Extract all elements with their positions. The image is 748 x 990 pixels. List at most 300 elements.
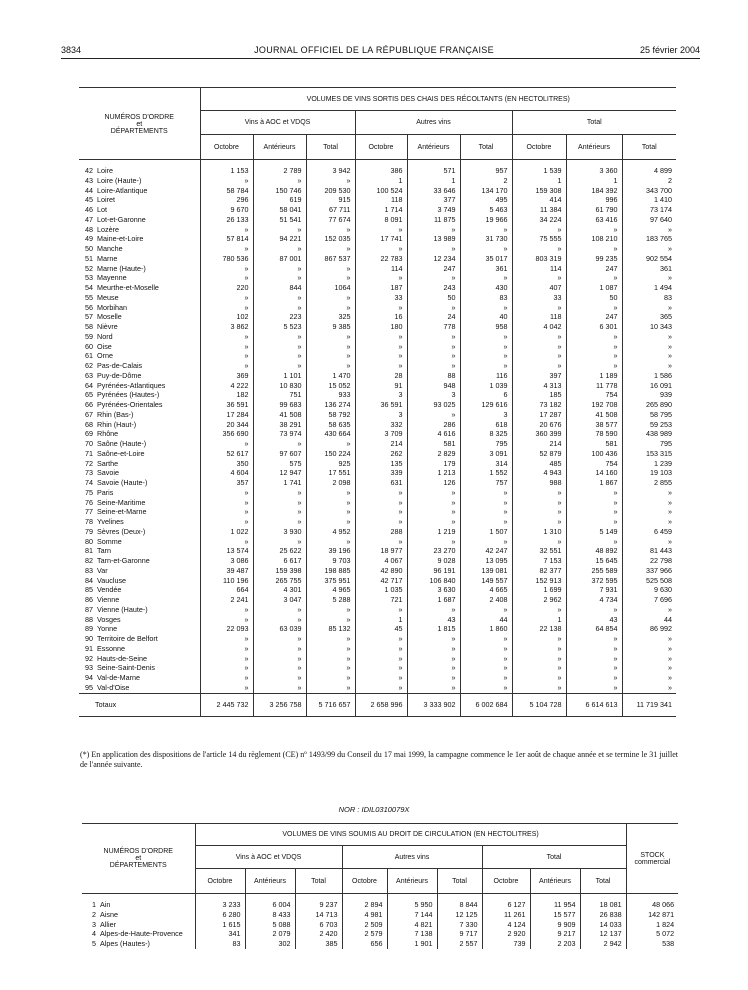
value-cell: » bbox=[566, 634, 622, 644]
value-cell: 220 bbox=[200, 283, 253, 293]
table-row bbox=[79, 546, 676, 556]
department-name: Alpes (Hautes-) bbox=[100, 939, 150, 948]
total-cell: 5 104 728 bbox=[512, 693, 566, 716]
value-cell: » bbox=[200, 605, 253, 615]
table-row bbox=[79, 303, 676, 313]
table-row bbox=[79, 283, 676, 293]
value-cell: » bbox=[512, 332, 566, 342]
department-code: 3 bbox=[92, 919, 96, 929]
value-cell: 83 bbox=[460, 293, 512, 303]
department-name: Lot bbox=[97, 205, 107, 214]
value-cell: 17 287 bbox=[512, 410, 566, 420]
value-cell: 11 778 bbox=[566, 381, 622, 391]
value-cell: 64 854 bbox=[566, 624, 622, 634]
value-cell: 2 079 bbox=[245, 929, 295, 939]
value-cell: 43 bbox=[566, 615, 622, 625]
value-cell: 25 622 bbox=[253, 546, 306, 556]
table-row bbox=[79, 371, 676, 381]
department-cell bbox=[79, 605, 200, 615]
value-cell: » bbox=[460, 507, 512, 517]
value-cell: 1 219 bbox=[407, 527, 460, 537]
value-cell: » bbox=[407, 351, 460, 361]
value-cell: 288 bbox=[355, 527, 407, 537]
table-row bbox=[79, 644, 676, 654]
value-cell: » bbox=[253, 351, 306, 361]
value-cell: » bbox=[460, 654, 512, 664]
value-cell: 36 591 bbox=[200, 400, 253, 410]
value-cell: 8 091 bbox=[355, 215, 407, 225]
value-cell: 4 604 bbox=[200, 468, 253, 478]
value-cell: 6 301 bbox=[566, 322, 622, 332]
value-cell: 33 bbox=[512, 293, 566, 303]
value-cell: 114 bbox=[355, 264, 407, 274]
department-code: 78 bbox=[85, 517, 93, 526]
department-name: Vienne bbox=[97, 595, 120, 604]
value-cell: 2 241 bbox=[200, 595, 253, 605]
value-cell: » bbox=[622, 498, 676, 508]
value-cell: 356 690 bbox=[200, 429, 253, 439]
department-cell bbox=[82, 894, 195, 910]
department-code: 95 bbox=[85, 682, 93, 692]
department-name: Alpes-de-Haute-Provence bbox=[100, 929, 183, 939]
value-cell: 42 247 bbox=[460, 546, 512, 556]
department-code: 90 bbox=[85, 634, 93, 643]
value-cell: 7 153 bbox=[512, 556, 566, 566]
value-cell: » bbox=[622, 605, 676, 615]
value-cell: 118 bbox=[512, 312, 566, 322]
value-cell: » bbox=[566, 644, 622, 654]
col-header: Octobre bbox=[512, 135, 566, 160]
col-header: Total bbox=[580, 869, 626, 894]
value-cell: 1 687 bbox=[407, 595, 460, 605]
value-cell: 36 591 bbox=[355, 400, 407, 410]
value-cell: » bbox=[566, 517, 622, 527]
department-cell bbox=[82, 910, 195, 920]
value-cell: » bbox=[355, 244, 407, 254]
value-cell: » bbox=[512, 303, 566, 313]
value-cell: 86 992 bbox=[622, 624, 676, 634]
value-cell: 14 160 bbox=[566, 468, 622, 478]
value-cell: 33 bbox=[355, 293, 407, 303]
value-cell: 1 699 bbox=[512, 585, 566, 595]
value-cell: 22 093 bbox=[200, 624, 253, 634]
department-name: Marne bbox=[97, 253, 118, 263]
value-cell: » bbox=[355, 683, 407, 693]
department-cell bbox=[79, 585, 200, 595]
value-cell: 7 931 bbox=[566, 585, 622, 595]
value-cell: » bbox=[566, 225, 622, 235]
value-cell: » bbox=[306, 673, 355, 683]
value-cell: 5 950 bbox=[387, 894, 437, 910]
department-cell bbox=[79, 322, 200, 332]
department-name: Rhin (Haut-) bbox=[97, 419, 137, 429]
value-cell: 844 bbox=[253, 283, 306, 293]
department-code: 2 bbox=[92, 909, 96, 919]
department-name: Sarthe bbox=[97, 458, 119, 468]
value-cell: 48 892 bbox=[566, 546, 622, 556]
value-cell: 23 270 bbox=[407, 546, 460, 556]
value-cell: 58 795 bbox=[622, 410, 676, 420]
department-code: 79 bbox=[85, 526, 93, 536]
value-cell: 14 033 bbox=[580, 920, 626, 930]
value-cell: 77 674 bbox=[306, 215, 355, 225]
value-cell: » bbox=[253, 498, 306, 508]
col-header: Total bbox=[622, 135, 676, 160]
value-cell: 20 676 bbox=[512, 420, 566, 430]
table-row bbox=[79, 381, 676, 391]
value-cell: 1 039 bbox=[460, 381, 512, 391]
col-header: Octobre bbox=[342, 869, 387, 894]
value-cell: » bbox=[200, 644, 253, 654]
department-name: Mayenne bbox=[97, 273, 127, 283]
department-code: 51 bbox=[85, 253, 93, 263]
value-cell: 1 507 bbox=[460, 527, 512, 537]
value-cell: » bbox=[512, 507, 566, 517]
value-cell: 1 310 bbox=[512, 527, 566, 537]
value-cell: 9 909 bbox=[530, 920, 580, 930]
value-cell: 1 586 bbox=[622, 371, 676, 381]
group-other-header: Autres vins bbox=[342, 846, 482, 869]
department-code: 89 bbox=[85, 624, 93, 634]
value-cell: 6 004 bbox=[245, 894, 295, 910]
value-cell: » bbox=[460, 488, 512, 498]
value-cell: 150 746 bbox=[253, 186, 306, 196]
department-cell bbox=[79, 225, 200, 235]
department-cell bbox=[79, 488, 200, 498]
department-cell bbox=[79, 663, 200, 673]
value-cell: 11 384 bbox=[512, 205, 566, 215]
value-cell: 325 bbox=[306, 312, 355, 322]
value-cell: 365 bbox=[622, 312, 676, 322]
group-other-header: Autres vins bbox=[355, 111, 512, 135]
value-cell: 32 551 bbox=[512, 546, 566, 556]
col-header: Antérieurs bbox=[566, 135, 622, 160]
department-name: Seine-Saint-Denis bbox=[97, 663, 155, 673]
value-cell: » bbox=[253, 342, 306, 352]
value-cell: » bbox=[253, 293, 306, 303]
value-cell: 3 bbox=[355, 410, 407, 420]
value-cell: » bbox=[253, 605, 306, 615]
col-header: Total bbox=[437, 869, 482, 894]
value-cell: » bbox=[622, 517, 676, 527]
department-cell bbox=[79, 186, 200, 196]
col-header: Antérieurs bbox=[530, 869, 580, 894]
value-cell: 3 233 bbox=[195, 894, 245, 910]
value-cell: 4 124 bbox=[482, 920, 530, 930]
value-cell: 2 579 bbox=[342, 929, 387, 939]
department-cell bbox=[79, 654, 200, 664]
department-name: Puy-de-Dôme bbox=[97, 370, 142, 380]
value-cell: » bbox=[407, 654, 460, 664]
value-cell: » bbox=[460, 351, 512, 361]
value-cell: » bbox=[306, 273, 355, 283]
department-name: Orne bbox=[97, 351, 113, 361]
value-cell: 4 943 bbox=[512, 468, 566, 478]
value-cell: 619 bbox=[253, 195, 306, 205]
value-cell: 2 098 bbox=[306, 478, 355, 488]
department-name: Vendée bbox=[97, 585, 122, 595]
value-cell: 243 bbox=[407, 283, 460, 293]
value-cell: 1 087 bbox=[566, 283, 622, 293]
value-cell: » bbox=[407, 410, 460, 420]
department-name: Rhône bbox=[97, 429, 119, 439]
table-row bbox=[79, 615, 676, 625]
value-cell: » bbox=[460, 244, 512, 254]
value-cell: 45 bbox=[355, 624, 407, 634]
value-cell: » bbox=[566, 507, 622, 517]
value-cell: 75 555 bbox=[512, 234, 566, 244]
value-cell: » bbox=[253, 663, 306, 673]
value-cell: 85 132 bbox=[306, 624, 355, 634]
value-cell: 2 509 bbox=[342, 920, 387, 930]
value-cell: 9 670 bbox=[200, 205, 253, 215]
value-cell: 915 bbox=[306, 195, 355, 205]
department-cell bbox=[79, 254, 200, 264]
value-cell: » bbox=[407, 244, 460, 254]
value-cell: » bbox=[200, 225, 253, 235]
department-cell bbox=[79, 400, 200, 410]
value-cell: 19 103 bbox=[622, 468, 676, 478]
value-cell: 1 824 bbox=[626, 920, 678, 930]
value-cell: 350 bbox=[200, 459, 253, 469]
department-code: 60 bbox=[85, 341, 93, 351]
value-cell: » bbox=[566, 273, 622, 283]
department-code: 84 bbox=[85, 575, 93, 585]
value-cell: 13 574 bbox=[200, 546, 253, 556]
value-cell: 3 930 bbox=[253, 527, 306, 537]
value-cell: » bbox=[253, 537, 306, 547]
value-cell: » bbox=[200, 634, 253, 644]
table-row bbox=[79, 361, 676, 371]
value-cell: » bbox=[460, 273, 512, 283]
department-name: Saône (Haute-) bbox=[97, 439, 147, 448]
value-cell: » bbox=[622, 634, 676, 644]
value-cell: » bbox=[253, 176, 306, 186]
col-header: Octobre bbox=[482, 869, 530, 894]
value-cell: 957 bbox=[460, 160, 512, 176]
department-cell bbox=[79, 537, 200, 547]
table-row bbox=[79, 293, 676, 303]
value-cell: » bbox=[566, 342, 622, 352]
department-code: 80 bbox=[85, 536, 93, 546]
value-cell: » bbox=[566, 605, 622, 615]
value-cell: 495 bbox=[460, 195, 512, 205]
total-cell: 2 445 732 bbox=[200, 693, 253, 716]
value-cell: » bbox=[460, 498, 512, 508]
department-cell bbox=[79, 234, 200, 244]
table-row bbox=[79, 195, 676, 205]
table-row bbox=[82, 894, 678, 910]
value-cell: 182 bbox=[200, 390, 253, 400]
value-cell: 108 210 bbox=[566, 234, 622, 244]
value-cell: 407 bbox=[512, 283, 566, 293]
value-cell: 369 bbox=[200, 371, 253, 381]
value-cell: » bbox=[200, 439, 253, 449]
value-cell: » bbox=[460, 683, 512, 693]
value-cell: 360 399 bbox=[512, 429, 566, 439]
value-cell: » bbox=[512, 663, 566, 673]
value-cell: 867 537 bbox=[306, 254, 355, 264]
nor-reference: NOR : IDIL0310079X bbox=[338, 805, 410, 814]
table-row bbox=[79, 410, 676, 420]
value-cell: 2 420 bbox=[295, 929, 342, 939]
table-row bbox=[79, 400, 676, 410]
value-cell: 247 bbox=[566, 312, 622, 322]
value-cell: » bbox=[622, 488, 676, 498]
value-cell: 8 433 bbox=[245, 910, 295, 920]
department-name: Hauts-de-Seine bbox=[97, 653, 147, 663]
value-cell: 296 bbox=[200, 195, 253, 205]
department-cell bbox=[79, 439, 200, 449]
value-cell: 343 700 bbox=[622, 186, 676, 196]
value-cell: 6 459 bbox=[622, 527, 676, 537]
value-cell: 6 703 bbox=[295, 920, 342, 930]
department-code: 86 bbox=[85, 595, 93, 604]
value-cell: 24 bbox=[407, 312, 460, 322]
value-cell: 5 072 bbox=[626, 929, 678, 939]
value-cell: 2 408 bbox=[460, 595, 512, 605]
value-cell: 7 696 bbox=[622, 595, 676, 605]
footnote: (*) En application des dispositions de l'article 14 du règlement (CE) nº 1493/99 du Conseil du 17 mai 1999, la campagne commence le 1er août de chaque année et se termine le 31 juillet de l'année suivante. bbox=[80, 750, 678, 769]
table-row bbox=[82, 910, 678, 920]
value-cell: 67 711 bbox=[306, 205, 355, 215]
value-cell: 5 149 bbox=[566, 527, 622, 537]
department-code: 49 bbox=[85, 234, 93, 244]
department-code: 56 bbox=[85, 302, 93, 312]
table-row bbox=[79, 322, 676, 332]
value-cell: » bbox=[306, 439, 355, 449]
value-cell: 35 017 bbox=[460, 254, 512, 264]
value-cell: » bbox=[253, 332, 306, 342]
department-cell bbox=[79, 595, 200, 605]
value-cell: 9 385 bbox=[306, 322, 355, 332]
value-cell: » bbox=[566, 537, 622, 547]
value-cell: » bbox=[355, 634, 407, 644]
value-cell: 33 646 bbox=[407, 186, 460, 196]
value-cell: » bbox=[512, 244, 566, 254]
department-code: 1 bbox=[92, 900, 96, 909]
value-cell: 386 bbox=[355, 160, 407, 176]
value-cell: » bbox=[512, 498, 566, 508]
value-cell: » bbox=[460, 342, 512, 352]
value-cell: » bbox=[253, 634, 306, 644]
department-cell bbox=[79, 283, 200, 293]
value-cell: 52 879 bbox=[512, 449, 566, 459]
value-cell: 286 bbox=[407, 420, 460, 430]
value-cell: » bbox=[566, 673, 622, 683]
table-row bbox=[79, 468, 676, 478]
value-cell: 99 235 bbox=[566, 254, 622, 264]
value-cell: 152 035 bbox=[306, 234, 355, 244]
value-cell: » bbox=[407, 303, 460, 313]
value-cell: 933 bbox=[306, 390, 355, 400]
value-cell: » bbox=[200, 361, 253, 371]
department-code: 55 bbox=[85, 292, 93, 302]
value-cell: » bbox=[622, 361, 676, 371]
value-cell: 341 bbox=[195, 929, 245, 939]
table-row bbox=[82, 939, 678, 949]
value-cell: 87 001 bbox=[253, 254, 306, 264]
department-code: 88 bbox=[85, 614, 93, 624]
value-cell: 430 664 bbox=[306, 429, 355, 439]
department-cell bbox=[79, 478, 200, 488]
value-cell: 59 253 bbox=[622, 420, 676, 430]
value-cell: 803 319 bbox=[512, 254, 566, 264]
value-cell: 5 463 bbox=[460, 205, 512, 215]
department-code: 48 bbox=[85, 224, 93, 234]
value-cell: » bbox=[306, 537, 355, 547]
value-cell: 139 081 bbox=[460, 566, 512, 576]
value-cell: » bbox=[622, 351, 676, 361]
department-code: 91 bbox=[85, 643, 93, 653]
department-name: Paris bbox=[97, 487, 114, 497]
value-cell: » bbox=[407, 683, 460, 693]
journal-title: JOURNAL OFFICIEL DE LA RÉPUBLIQUE FRANÇAISE bbox=[254, 45, 494, 55]
value-cell: 17 284 bbox=[200, 410, 253, 420]
value-cell: » bbox=[355, 605, 407, 615]
value-cell: » bbox=[566, 244, 622, 254]
value-cell: 73 974 bbox=[253, 429, 306, 439]
table-row bbox=[79, 556, 676, 566]
table-row bbox=[79, 478, 676, 488]
value-cell: » bbox=[200, 303, 253, 313]
col-header: Antérieurs bbox=[245, 869, 295, 894]
value-cell: » bbox=[200, 507, 253, 517]
table-row bbox=[79, 488, 676, 498]
department-name: Manche bbox=[97, 244, 123, 253]
value-cell: 15 645 bbox=[566, 556, 622, 566]
department-cell bbox=[82, 939, 195, 949]
wine-volumes-table bbox=[79, 87, 676, 717]
department-name: Vosges bbox=[97, 614, 121, 624]
department-code: 64 bbox=[85, 380, 93, 390]
table-row bbox=[79, 498, 676, 508]
value-cell: » bbox=[460, 673, 512, 683]
value-cell: » bbox=[622, 273, 676, 283]
value-cell: » bbox=[306, 605, 355, 615]
value-cell: 1064 bbox=[306, 283, 355, 293]
value-cell: 50 bbox=[407, 293, 460, 303]
department-cell bbox=[79, 332, 200, 342]
value-cell: 2 bbox=[460, 176, 512, 186]
value-cell: 3 862 bbox=[200, 322, 253, 332]
value-cell: 58 041 bbox=[253, 205, 306, 215]
value-cell: 179 bbox=[407, 459, 460, 469]
totals-label: Totaux bbox=[79, 693, 200, 716]
value-cell: 11 875 bbox=[407, 215, 460, 225]
value-cell: » bbox=[512, 654, 566, 664]
value-cell: » bbox=[622, 342, 676, 352]
value-cell: 1 552 bbox=[460, 468, 512, 478]
value-cell: 136 274 bbox=[306, 400, 355, 410]
department-name: Yonne bbox=[97, 624, 118, 634]
value-cell: 159 308 bbox=[512, 186, 566, 196]
value-cell: » bbox=[200, 488, 253, 498]
value-cell: 3 709 bbox=[355, 429, 407, 439]
value-cell: 988 bbox=[512, 478, 566, 488]
value-cell: » bbox=[512, 537, 566, 547]
value-cell: 3 749 bbox=[407, 205, 460, 215]
value-cell: 1 815 bbox=[407, 624, 460, 634]
value-cell: » bbox=[306, 517, 355, 527]
table-row bbox=[79, 576, 676, 586]
value-cell: 185 bbox=[512, 390, 566, 400]
value-cell: 19 966 bbox=[460, 215, 512, 225]
value-cell: 14 713 bbox=[295, 910, 342, 920]
value-cell: 22 798 bbox=[622, 556, 676, 566]
department-code: 94 bbox=[85, 673, 93, 682]
value-cell: 4 301 bbox=[253, 585, 306, 595]
